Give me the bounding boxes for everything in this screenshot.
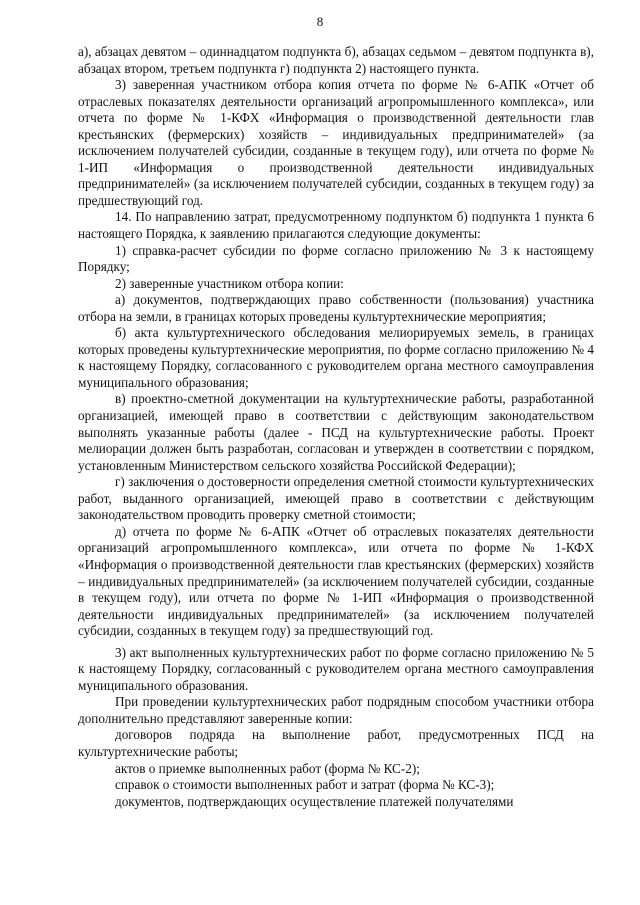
paragraph-payments: документов, подтверждающих осуществление платежей получателями <box>115 793 514 809</box>
paragraph-ks3: справок о стоимости выполненных работ и затрат (форма № КС-3); <box>115 777 495 793</box>
paragraph-contracts: договоров подряда на выполнение работ, предусмотренных ПСД на культуртехнические работы; <box>78 727 594 759</box>
paragraph-subitem-v: в) проектно-сметной документации на культуртехнические работы, разработанной организацией, имеющей право в соответствии с действующим законодательством выполнять указанные работы (далее - ПСД на культуртехнические работы. Проект мелиорации должен быть разработан, согласован и утвержден в соответствии с порядком, установленным Министерством сельского хозяйства Российской Федерации); <box>78 391 594 473</box>
document-body <box>78 44 594 810</box>
paragraph-item-3-act: 3) акт выполненных культуртехнических работ по форме согласно приложению № 5 к настоящему Порядку, согласованный с руководителем органа местного самоуправления муниципального образования. <box>78 644 594 693</box>
paragraph-subitem-d: д) отчета по форме № 6-АПК «Отчет об отраслевых показателях деятельности организаций агропромышленного комплекса», или отчета по форме № 1-КФХ «Информация о производственной деятельности глав крестьянских (фермерских) хозяйств – индивидуальных предпринимателей» (за исключением получателей субсидии, созданные в текущем году), или отчета по форме № 1-ИП «Информация о производственной деятельности индивидуальных предпринимателей» (за исключением получателей субсидии, созданных в текущем году) за предшествующий год. <box>78 523 594 639</box>
paragraph-ks2: актов о приемке выполненных работ (форма № КС-2); <box>115 760 420 776</box>
paragraph-subitem-g: г) заключения о достоверности определения сметной стоимости культуртехнических работ, выданного организацией, имеющей право в соответствии с действующим законодательством проводить проверку сметной стоимости; <box>78 474 594 523</box>
paragraph-subitem-a: а) документов, подтверждающих право собственности (пользования) участника отбора на земли, в границах которых проведены культуртехнические мероприятия; <box>78 292 594 324</box>
paragraph-contract-intro: При проведении культуртехнических работ подрядным способом участники отбора дополнительно представляют заверенные копии: <box>78 694 594 726</box>
page-number: 8 <box>316 14 324 29</box>
paragraph-item-2: 2) заверенные участником отбора копии: <box>115 275 344 291</box>
paragraph-subitem-b: б) акта культуртехнического обследования мелиорируемых земель, в границах которых проведены культуртехнические мероприятия, по форме согласно приложению № 4 к настоящему Порядку, согласованного с руководителем органа местного самоуправления муниципального образования; <box>78 325 595 390</box>
paragraph-item-1: 1) справка-расчет субсидии по форме согласно приложению № 3 к настоящему Порядку; <box>78 242 594 275</box>
paragraph-item-3: 3) заверенная участником отбора копия отчета по форме № 6-АПК «Отчет об отраслевых показателях деятельности организаций агропромышленного комплекса», или отчета по форме № 1-КФХ «Информация о производственной деятельности глав крестьянских (фермерских) хозяйств – индивидуальных предпринимателей» (за исключением получателей субсидии, созданные в текущем году), или отчета по форме № 1-ИП «Информация о производственной деятельности индивидуальных предпринимателей» (за исключением получателей субсидии, созданных в текущем году) за предшествующий год. <box>78 77 594 208</box>
paragraph-continuation: а), абзацах девятом – одиннадцатом подпункта б), абзацах седьмом – девятом подпункта в), абзацах втором, третьем подпункта г) подпункта 2) настоящего пункта. <box>78 44 594 76</box>
paragraph-section-14: 14. По направлению затрат, предусмотренному подпунктом б) подпункта 1 пункта 6 настоящего Порядка, к заявлению прилагаются следующие документы: <box>78 209 594 242</box>
